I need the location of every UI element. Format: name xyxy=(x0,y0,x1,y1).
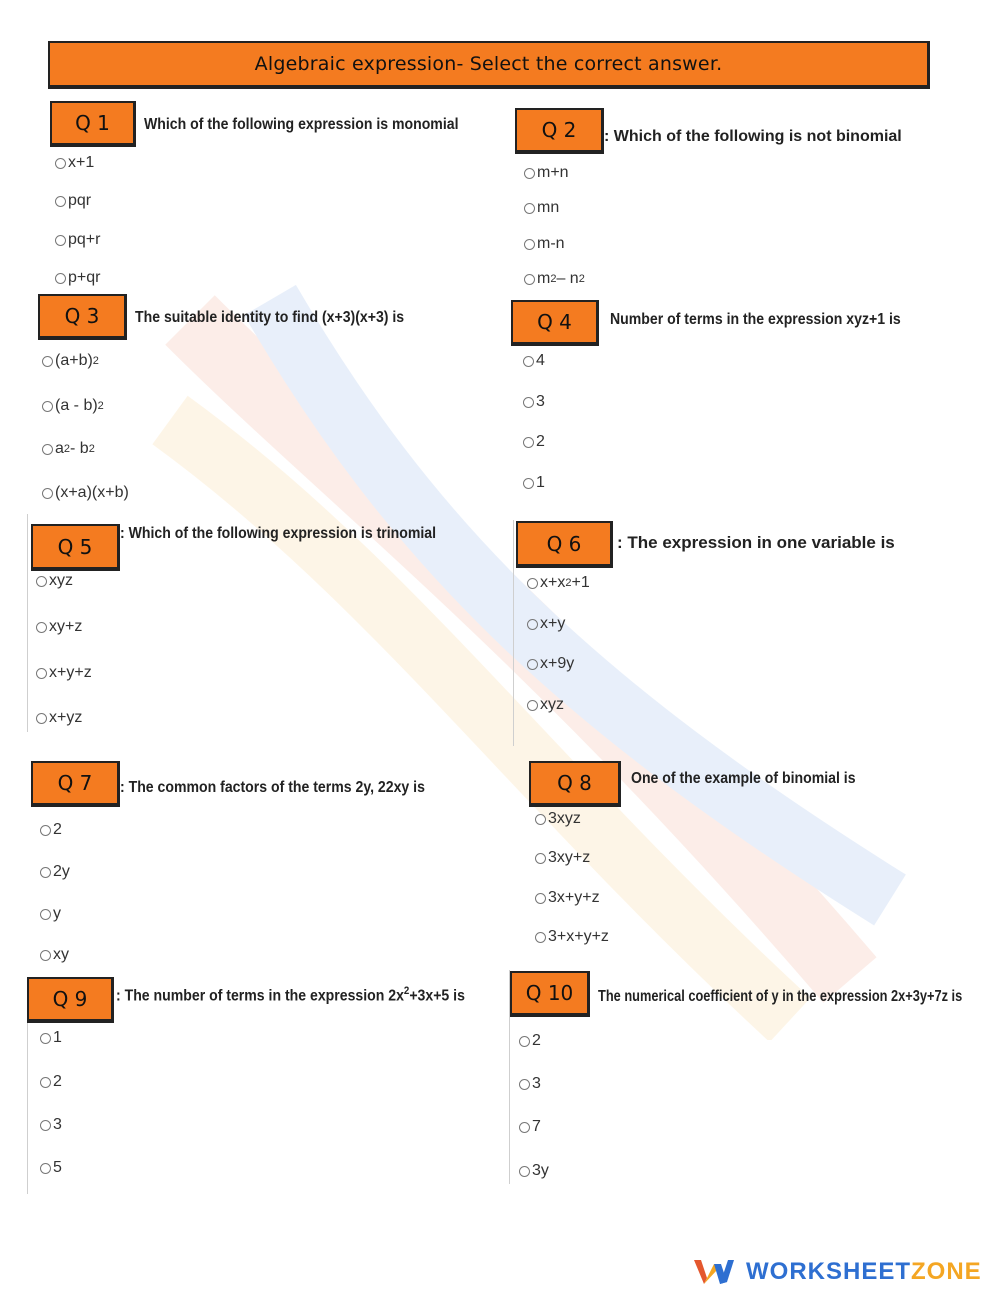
question-7-label: Q 7 xyxy=(31,761,120,807)
question-2-text: : Which of the following is not binomial xyxy=(604,128,902,145)
worksheet-title-bar xyxy=(48,41,930,89)
radio-icon xyxy=(40,909,51,920)
radio-icon xyxy=(36,668,47,679)
radio-icon xyxy=(535,893,546,904)
question-8-label: Q 8 xyxy=(529,761,621,807)
q4-option-d[interactable]: 1 xyxy=(523,474,545,492)
q7-option-b[interactable]: 2y xyxy=(40,863,70,881)
worksheetzone-w-icon xyxy=(694,1258,734,1286)
question-6-label: Q 6 xyxy=(516,521,613,568)
q5-option-b[interactable]: xy+z xyxy=(36,618,82,636)
radio-icon xyxy=(519,1166,530,1177)
q3-option-b[interactable]: (a - b) 2 xyxy=(42,397,104,415)
radio-icon xyxy=(36,713,47,724)
q10-option-d[interactable]: 3y xyxy=(519,1162,549,1180)
q10-option-a[interactable]: 2 xyxy=(519,1032,541,1050)
q9-option-c[interactable]: 3 xyxy=(40,1116,62,1134)
question-10-text: The numerical coefficient of y in the expression 2x+3y+7z is xyxy=(598,988,963,1005)
q9-option-d[interactable]: 5 xyxy=(40,1159,62,1177)
q8-option-b[interactable]: 3xy+z xyxy=(535,849,590,867)
question-8-text: One of the example of binomial is xyxy=(631,770,856,787)
radio-icon xyxy=(55,196,66,207)
q10-option-b[interactable]: 3 xyxy=(519,1075,541,1093)
radio-icon xyxy=(523,356,534,367)
q1-option-b[interactable]: pqr xyxy=(55,192,91,210)
radio-icon xyxy=(36,576,47,587)
q4-option-b[interactable]: 3 xyxy=(523,393,545,411)
radio-icon xyxy=(42,356,53,367)
question-1-text: Which of the following expression is monomial xyxy=(144,116,459,133)
q4-option-a[interactable]: 4 xyxy=(523,352,545,370)
q3-option-d[interactable]: (x+a)(x+b) xyxy=(42,484,129,502)
q7-option-d[interactable]: xy xyxy=(40,946,69,964)
radio-icon xyxy=(523,397,534,408)
q7-option-c[interactable]: y xyxy=(40,905,61,923)
question-4-text: Number of terms in the expression xyz+1 is xyxy=(610,311,901,328)
q8-option-c[interactable]: 3x+y+z xyxy=(535,889,600,907)
radio-icon xyxy=(519,1122,530,1133)
radio-icon xyxy=(535,932,546,943)
radio-icon xyxy=(40,1077,51,1088)
q5-option-a[interactable]: xyz xyxy=(36,572,73,590)
radio-icon xyxy=(524,168,535,179)
radio-icon xyxy=(55,273,66,284)
radio-icon xyxy=(55,158,66,169)
q8-option-d[interactable]: 3+x+y+z xyxy=(535,928,609,946)
radio-icon xyxy=(535,853,546,864)
radio-icon xyxy=(524,274,535,285)
q7-option-a[interactable]: 2 xyxy=(40,821,62,839)
radio-icon xyxy=(40,1163,51,1174)
radio-icon xyxy=(524,203,535,214)
question-3-label: Q 3 xyxy=(38,294,127,340)
worksheetzone-logo xyxy=(694,1256,982,1288)
radio-icon xyxy=(527,578,538,589)
question-5-text: : Which of the following expression is trinomial xyxy=(120,525,437,542)
radio-icon xyxy=(40,950,51,961)
radio-icon xyxy=(42,488,53,499)
q1-option-c[interactable]: pq+r xyxy=(55,231,100,249)
q6-option-d[interactable]: xyz xyxy=(527,696,564,714)
radio-icon xyxy=(527,619,538,630)
q2-option-d[interactable]: m 2 – n 2 xyxy=(524,270,585,288)
q9-option-a[interactable]: 1 xyxy=(40,1029,62,1047)
q5-option-c[interactable]: x+y+z xyxy=(36,664,92,682)
radio-icon xyxy=(519,1036,530,1047)
radio-icon xyxy=(527,659,538,670)
radio-icon xyxy=(523,478,534,489)
radio-icon xyxy=(40,825,51,836)
worksheetzone-wordmark: WORKSHEETZONE xyxy=(746,1258,982,1285)
q1-option-a[interactable]: x+1 xyxy=(55,154,94,172)
q4-option-c[interactable]: 2 xyxy=(523,433,545,451)
radio-icon xyxy=(523,437,534,448)
q9-option-b[interactable]: 2 xyxy=(40,1073,62,1091)
question-9-label: Q 9 xyxy=(27,977,114,1023)
q3-option-a[interactable]: (a+b) 2 xyxy=(42,352,99,370)
question-7-text: : The common factors of the terms 2y, 22xy is xyxy=(120,779,425,796)
question-1-label: Q 1 xyxy=(50,101,136,147)
q10-option-c[interactable]: 7 xyxy=(519,1118,541,1136)
radio-icon xyxy=(42,401,53,412)
radio-icon xyxy=(40,1033,51,1044)
q2-option-c[interactable]: m-n xyxy=(524,235,565,253)
radio-icon xyxy=(36,622,47,633)
radio-icon xyxy=(535,814,546,825)
radio-icon xyxy=(519,1079,530,1090)
radio-icon xyxy=(524,239,535,250)
question-4-label: Q 4 xyxy=(511,300,599,346)
q6-option-c[interactable]: x+9y xyxy=(527,655,574,673)
q1-option-d[interactable]: p+qr xyxy=(55,269,100,287)
q8-option-a[interactable]: 3xyz xyxy=(535,810,581,828)
question-5-label: Q 5 xyxy=(31,524,120,571)
question-2-label: Q 2 xyxy=(515,108,604,154)
q2-option-a[interactable]: m+n xyxy=(524,164,569,182)
q3-option-c[interactable]: a 2 - b 2 xyxy=(42,440,95,458)
q5-option-d[interactable]: x+yz xyxy=(36,709,82,727)
question-9-text: : The number of terms in the expression $2x^2+3x+5$ is xyxy=(116,985,465,1005)
divider-q5 xyxy=(27,514,28,732)
radio-icon xyxy=(527,700,538,711)
question-3-text: The suitable identity to find (x+3)(x+3) is xyxy=(135,309,405,326)
radio-icon xyxy=(55,235,66,246)
q6-option-b[interactable]: x+y xyxy=(527,615,565,633)
q6-option-a[interactable]: x+x 2 +1 xyxy=(527,574,590,592)
question-6-text: : The expression in one variable is xyxy=(617,533,895,552)
question-10-label: Q 10 xyxy=(510,971,590,1017)
divider-q6 xyxy=(513,520,514,746)
radio-icon xyxy=(42,444,53,455)
q2-option-b[interactable]: mn xyxy=(524,199,559,217)
radio-icon xyxy=(40,867,51,878)
worksheet-title: Algebraic expression- Select the correct answer. xyxy=(254,53,723,75)
radio-icon xyxy=(40,1120,51,1131)
